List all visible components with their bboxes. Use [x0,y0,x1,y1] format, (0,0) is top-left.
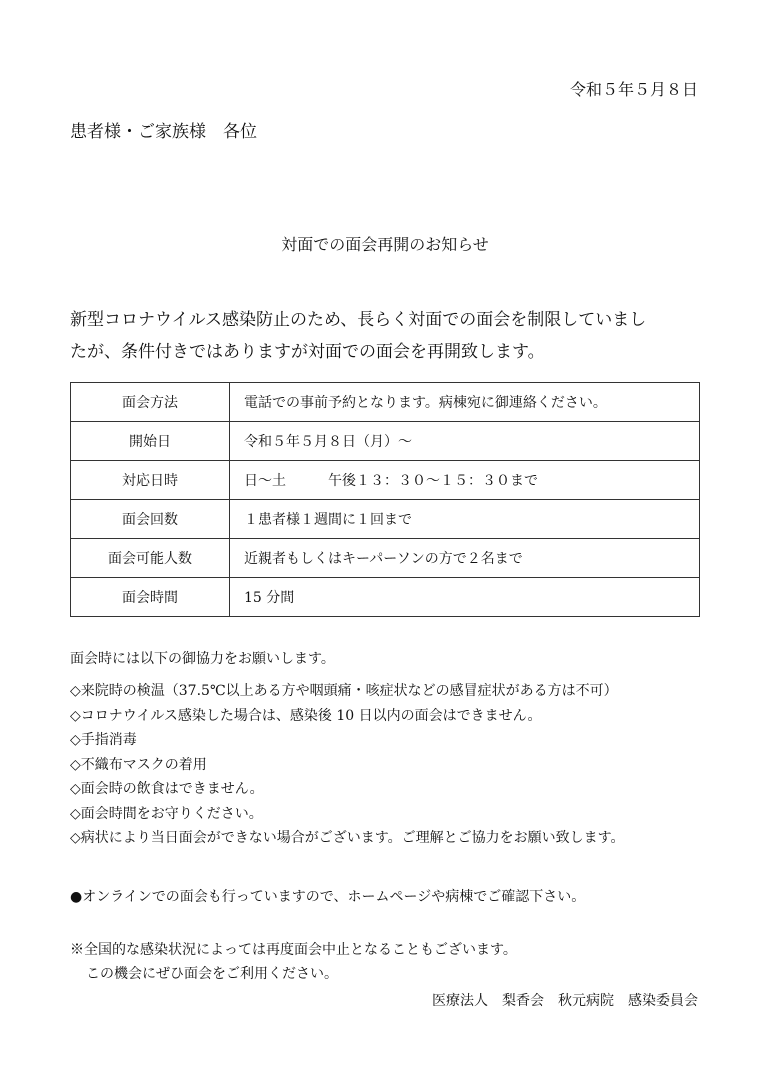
visit-conditions-table [70,382,700,617]
intro-line: たが、条件付きではありますが対面での面会を再開致します。 [70,342,545,362]
table-row [71,383,700,422]
list-item: ◇手指消毒 [70,732,137,748]
signature: 医療法人 梨香会 秋元病院 感染委員会 [432,993,698,1009]
table-row [71,578,700,617]
row-value: 日～土 午後１３：３０～１５：３０まで [230,461,700,500]
list-item: ◇面会時の飲食はできません。 [70,781,264,797]
row-label: 対応日時 [71,461,230,500]
online-visit-note: ●オンラインでの面会も行っていますので、ホームページや病棟でご確認下さい。 [70,889,586,905]
list-item: ◇コロナウイルス感染した場合は、感染後 10 日以内の面会はできません。 [70,707,542,724]
row-label: 面会回数 [71,500,230,539]
issue-date: 令和５年５月８日 [569,80,698,99]
cooperation-notes [70,648,625,852]
row-value: 15 分間 [230,578,700,617]
row-value: 令和５年５月８日（月）～ [230,422,700,461]
row-label: 面会方法 [71,383,230,422]
list-item: ◇面会時間をお守りください。 [70,805,263,822]
row-label: 面会可能人数 [71,539,230,578]
row-label: 開始日 [71,422,230,461]
row-value: １患者様１週間に１回まで [230,500,700,539]
list-item: ◇不織布マスクの着用 [70,756,207,773]
table-row [71,422,700,461]
intro-paragraph [70,304,710,368]
table-row [71,500,700,539]
row-label: 面会時間 [71,578,230,617]
row-value: 電話での事前予約となります。病棟宛に御連絡ください。 [230,383,700,422]
list-item: ◇来院時の検温（37.5℃以上ある方や咽頭痛・咳症状などの感冒症状がある方は不可） [70,683,618,699]
table-row [71,461,700,500]
recipient-line: 患者様・ご家族様 各位 [70,122,257,142]
notes-lead: 面会時には以下の御協力をお願いします。 [70,651,335,667]
notice-title: 対面での面会再開のお知らせ [281,235,489,254]
remark-line: ※全国的な感染状況によっては再度面会中止となることもございます。 [70,942,517,958]
row-value: 近親者もしくはキーパーソンの方で２名まで [230,539,700,578]
table-row [71,539,700,578]
intro-line: 新型コロナウイルス感染防止のため、長らく対面での面会を制限していまし [70,310,647,330]
remark-line: この機会にぜひ面会をご利用ください。 [86,966,338,982]
remark-block [70,938,517,986]
list-item: ◇病状により当日面会ができない場合がございます。ご理解とご協力をお願い致します。 [70,830,625,846]
